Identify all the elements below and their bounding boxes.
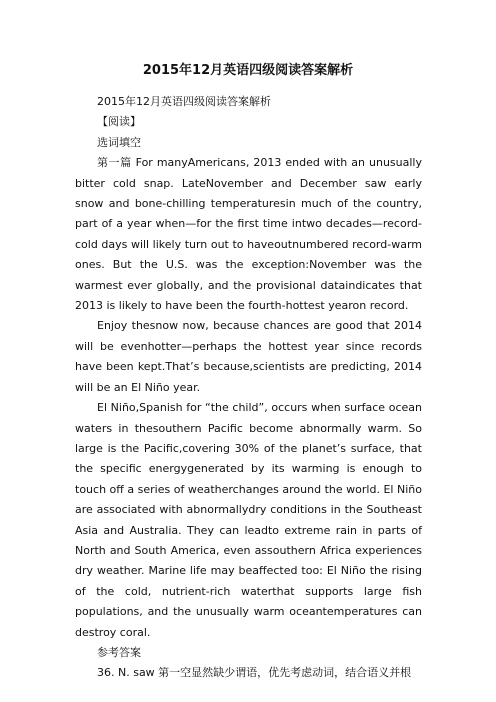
paragraph-3: El Niño,Spanish for “the child”, occurs when surface ocean waters in thesouthern Pacific become abnormally warm. So large is the Pacific,covering 30% of the planet’s surface, that the specific energygenerated by its warming is enough to touch off a series of weatherchanges around the world. El Niño are associated with abnormallydry conditions in the Southeast Asia and Australia. They can leadto extreme rain in parts of North and South America, even assouthern Africa experiences dry weather. Marine life may beaffected too: El Niño the rising of the cold, nutrient-rich waterthat supports large fish populations, and the unusually warm oceantemperatures can destroy coral. [75,401,422,639]
answer-line: 36. N. saw 第一空显然缺少谓语，优先考虑动词，结合语义并根 [97,666,412,680]
section-heading: 【阅读】 [97,115,141,129]
subsection-heading: 选词填空 [97,135,141,149]
subtitle-line: 2015年12月英语四级阅读答案解析 [97,95,271,108]
document-body [75,92,422,684]
paragraph-2: Enjoy thesnow now, because chances are good that 2014 will be evenhotter—perhaps the hottest year since records have been kept.That’s because,scientists are predicting, 2014 will be an El Niño year. [75,319,422,394]
paragraph-1: 第一篇 For manyAmericans, 2013 ended with an unusually bitter cold snap. LateNovember and December saw early snow and bone-chilling temperaturesin much of the country, part of a year when—for the first time intwo decades—record-cold days will likely turn out to haveoutnumbered record-warm ones. But the U.S. was the exception:November was the warmest ever globally, and the provisional dataindicates that 2013 is likely to have been the fourth-hottest yearon record. [75,156,422,313]
answer-heading: 参考答案 [97,645,141,659]
page-title: 2015年12月英语四级阅读答案解析 [142,63,354,78]
